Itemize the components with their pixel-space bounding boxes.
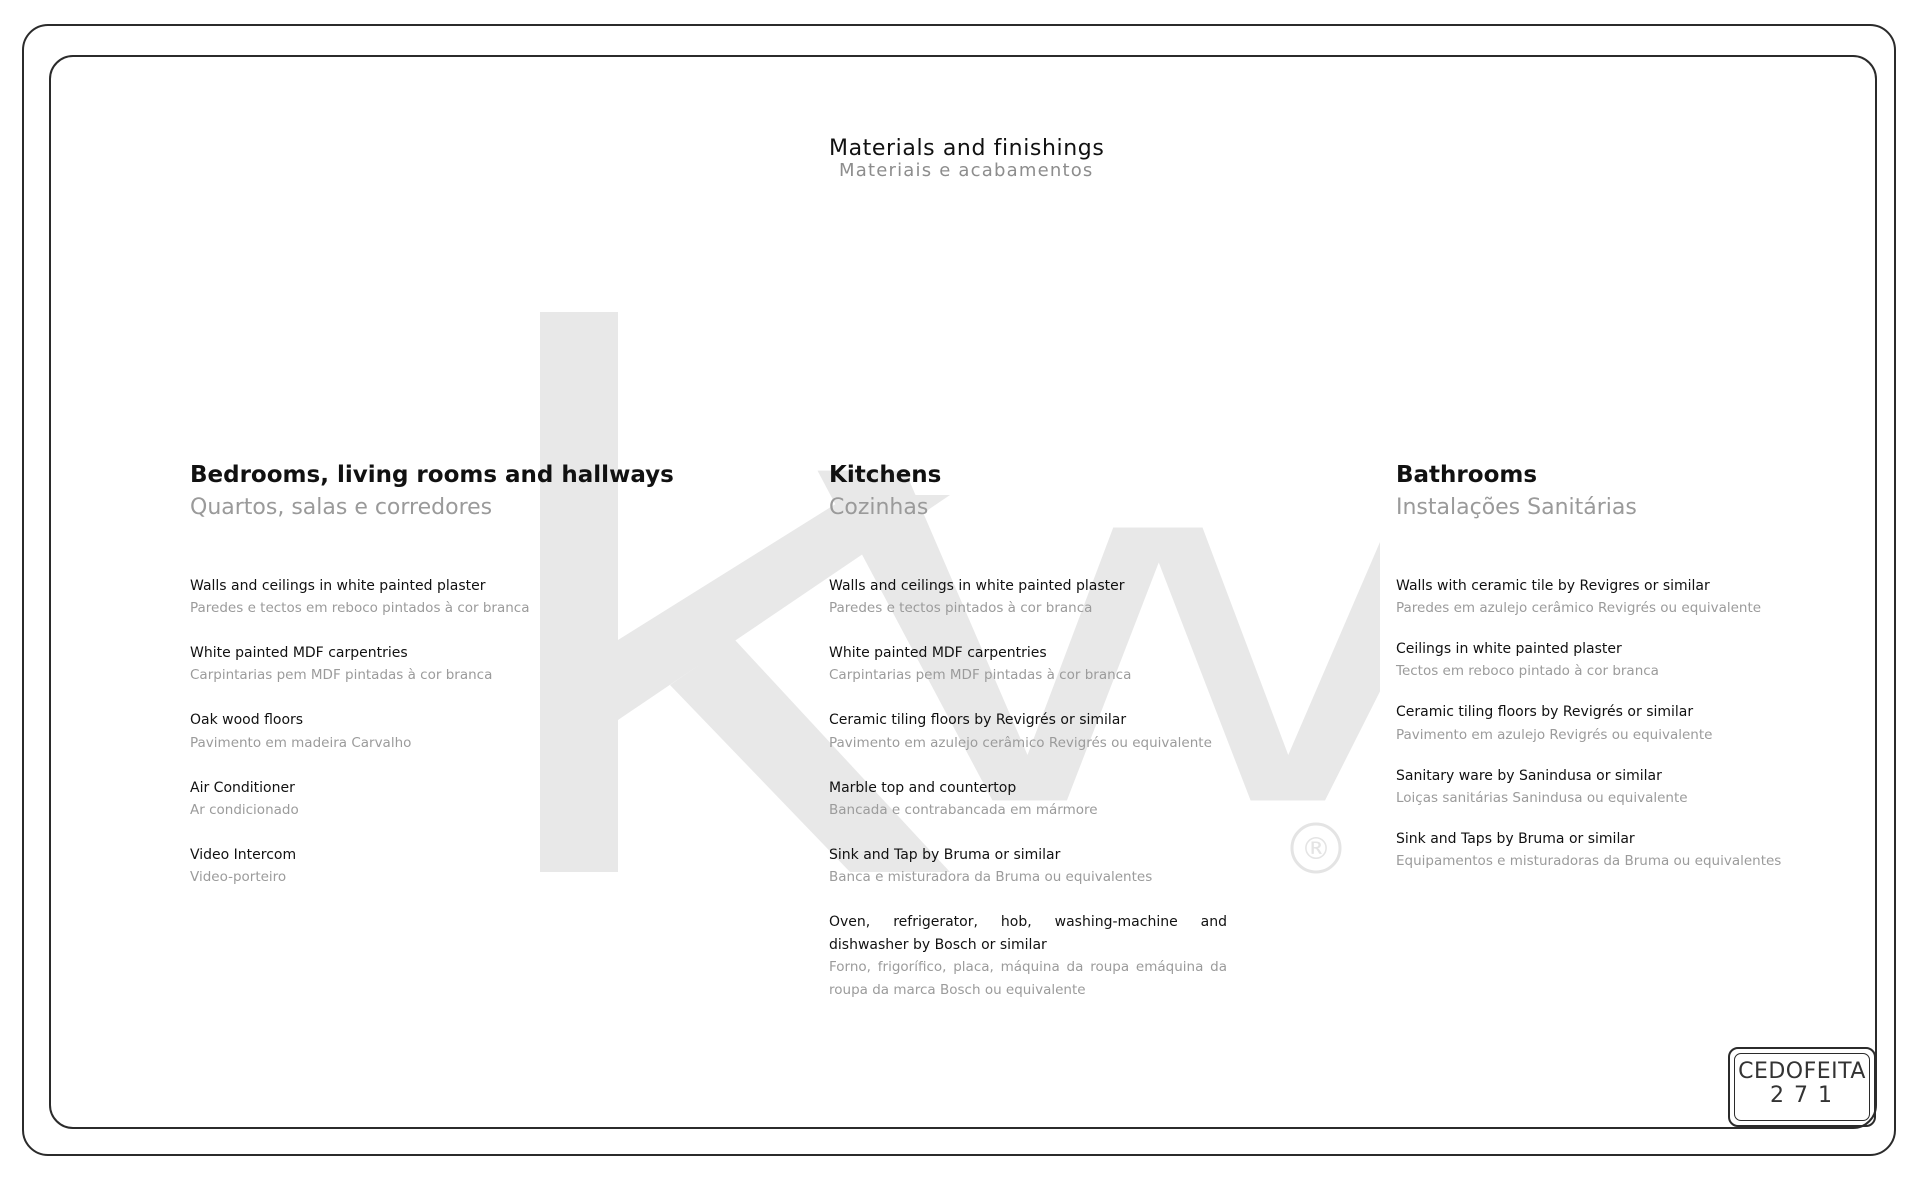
list-item bbox=[829, 844, 1227, 889]
registered-mark-icon bbox=[1292, 824, 1340, 872]
item-english: Sink and Taps by Bruma or similar bbox=[1396, 831, 1635, 848]
list-item bbox=[829, 911, 1227, 1002]
item-portuguese: Forno, frigorífico, placa, máquina da roupa emáquina da roupa da marca Bosch ou equivalente bbox=[829, 959, 1227, 999]
item-english: Air Conditioner bbox=[190, 779, 295, 796]
item-portuguese: Bancada e contrabancada em mármore bbox=[829, 802, 1098, 819]
list-item bbox=[1396, 765, 1816, 810]
item-portuguese: Banca e misturadora da Bruma ou equivalentes bbox=[829, 869, 1153, 886]
section-kitchens bbox=[829, 460, 1227, 1024]
item-english: Walls and ceilings in white painted plaster bbox=[190, 577, 486, 594]
section-bathrooms bbox=[1396, 460, 1816, 891]
item-portuguese: Video-porteiro bbox=[190, 869, 287, 886]
list-item bbox=[190, 844, 690, 889]
page-title-block bbox=[829, 136, 1104, 182]
item-english: Sink and Tap by Bruma or similar bbox=[829, 847, 1061, 864]
item-portuguese: Carpintarias pem MDF pintadas à cor branca bbox=[190, 667, 493, 684]
item-portuguese: Pavimento em azulejo cerâmico Revigrés ou equivalente bbox=[829, 734, 1212, 751]
item-english: Ceilings in white painted plaster bbox=[1396, 641, 1622, 658]
material-list bbox=[1396, 575, 1816, 874]
list-item bbox=[829, 777, 1227, 822]
item-portuguese: Pavimento em azulejo Revigrés ou equivalente bbox=[1396, 726, 1713, 743]
stamp-inner-border bbox=[1734, 1053, 1870, 1121]
list-item bbox=[1396, 575, 1816, 620]
cedofeita-stamp-logo bbox=[1728, 1047, 1876, 1127]
item-portuguese: Paredes em azulejo cerâmico Revigrés ou equivalente bbox=[1396, 600, 1762, 617]
section-heading: Kitchens bbox=[829, 462, 942, 488]
item-english: Marble top and countertop bbox=[829, 779, 1017, 796]
item-portuguese: Paredes e tectos em reboco pintados à cor branca bbox=[190, 600, 530, 617]
list-item bbox=[1396, 701, 1816, 746]
list-item bbox=[190, 777, 690, 822]
section-subheading: Cozinhas bbox=[829, 495, 929, 521]
section-subheading: Instalações Sanitárias bbox=[1396, 495, 1637, 521]
list-item bbox=[190, 709, 690, 754]
item-portuguese: Loiças sanitárias Sanindusa ou equivalente bbox=[1396, 790, 1688, 807]
item-english: Ceramic tiling floors by Revigrés or similar bbox=[1396, 704, 1694, 721]
item-english: Walls and ceilings in white painted plaster bbox=[829, 577, 1125, 594]
section-bedrooms bbox=[190, 460, 690, 911]
stamp-number: 271 bbox=[1770, 1083, 1842, 1109]
page-title: Materials and finishings bbox=[829, 136, 1105, 161]
item-english: Walls with ceramic tile by Revigres or similar bbox=[1396, 577, 1710, 594]
item-portuguese: Equipamentos e misturadoras da Bruma ou equivalentes bbox=[1396, 853, 1782, 870]
item-english: Oven, refrigerator, hob, washing-machine and dishwasher by Bosch or similar bbox=[829, 914, 1227, 953]
list-item bbox=[190, 642, 690, 687]
list-item bbox=[829, 709, 1227, 754]
item-english: White painted MDF carpentries bbox=[190, 645, 408, 662]
material-list bbox=[829, 575, 1227, 1002]
item-english: White painted MDF carpentries bbox=[829, 645, 1047, 662]
material-list bbox=[190, 575, 690, 890]
item-portuguese: Carpintarias pem MDF pintadas à cor branca bbox=[829, 667, 1132, 684]
list-item bbox=[829, 642, 1227, 687]
list-item bbox=[190, 575, 690, 620]
section-heading: Bathrooms bbox=[1396, 462, 1538, 488]
registered-mark-text: ® bbox=[1301, 832, 1331, 867]
stamp-name: CEDOFEITA bbox=[1738, 1059, 1866, 1084]
section-heading: Bedrooms, living rooms and hallways bbox=[190, 462, 674, 488]
item-portuguese: Pavimento em madeira Carvalho bbox=[190, 734, 412, 751]
list-item bbox=[829, 575, 1227, 620]
list-item bbox=[1396, 828, 1816, 873]
item-portuguese: Ar condicionado bbox=[190, 802, 299, 819]
page-subtitle: Materiais e acabamentos bbox=[839, 160, 1094, 182]
list-item bbox=[1396, 638, 1816, 683]
item-english: Oak wood floors bbox=[190, 712, 304, 729]
item-english: Sanitary ware by Sanindusa or similar bbox=[1396, 767, 1662, 784]
item-portuguese: Tectos em reboco pintado à cor branca bbox=[1396, 663, 1659, 680]
item-english: Video Intercom bbox=[190, 847, 297, 864]
item-portuguese: Paredes e tectos pintados à cor branca bbox=[829, 600, 1093, 617]
item-english: Ceramic tiling floors by Revigrés or similar bbox=[829, 712, 1127, 729]
section-subheading: Quartos, salas e corredores bbox=[190, 495, 493, 521]
